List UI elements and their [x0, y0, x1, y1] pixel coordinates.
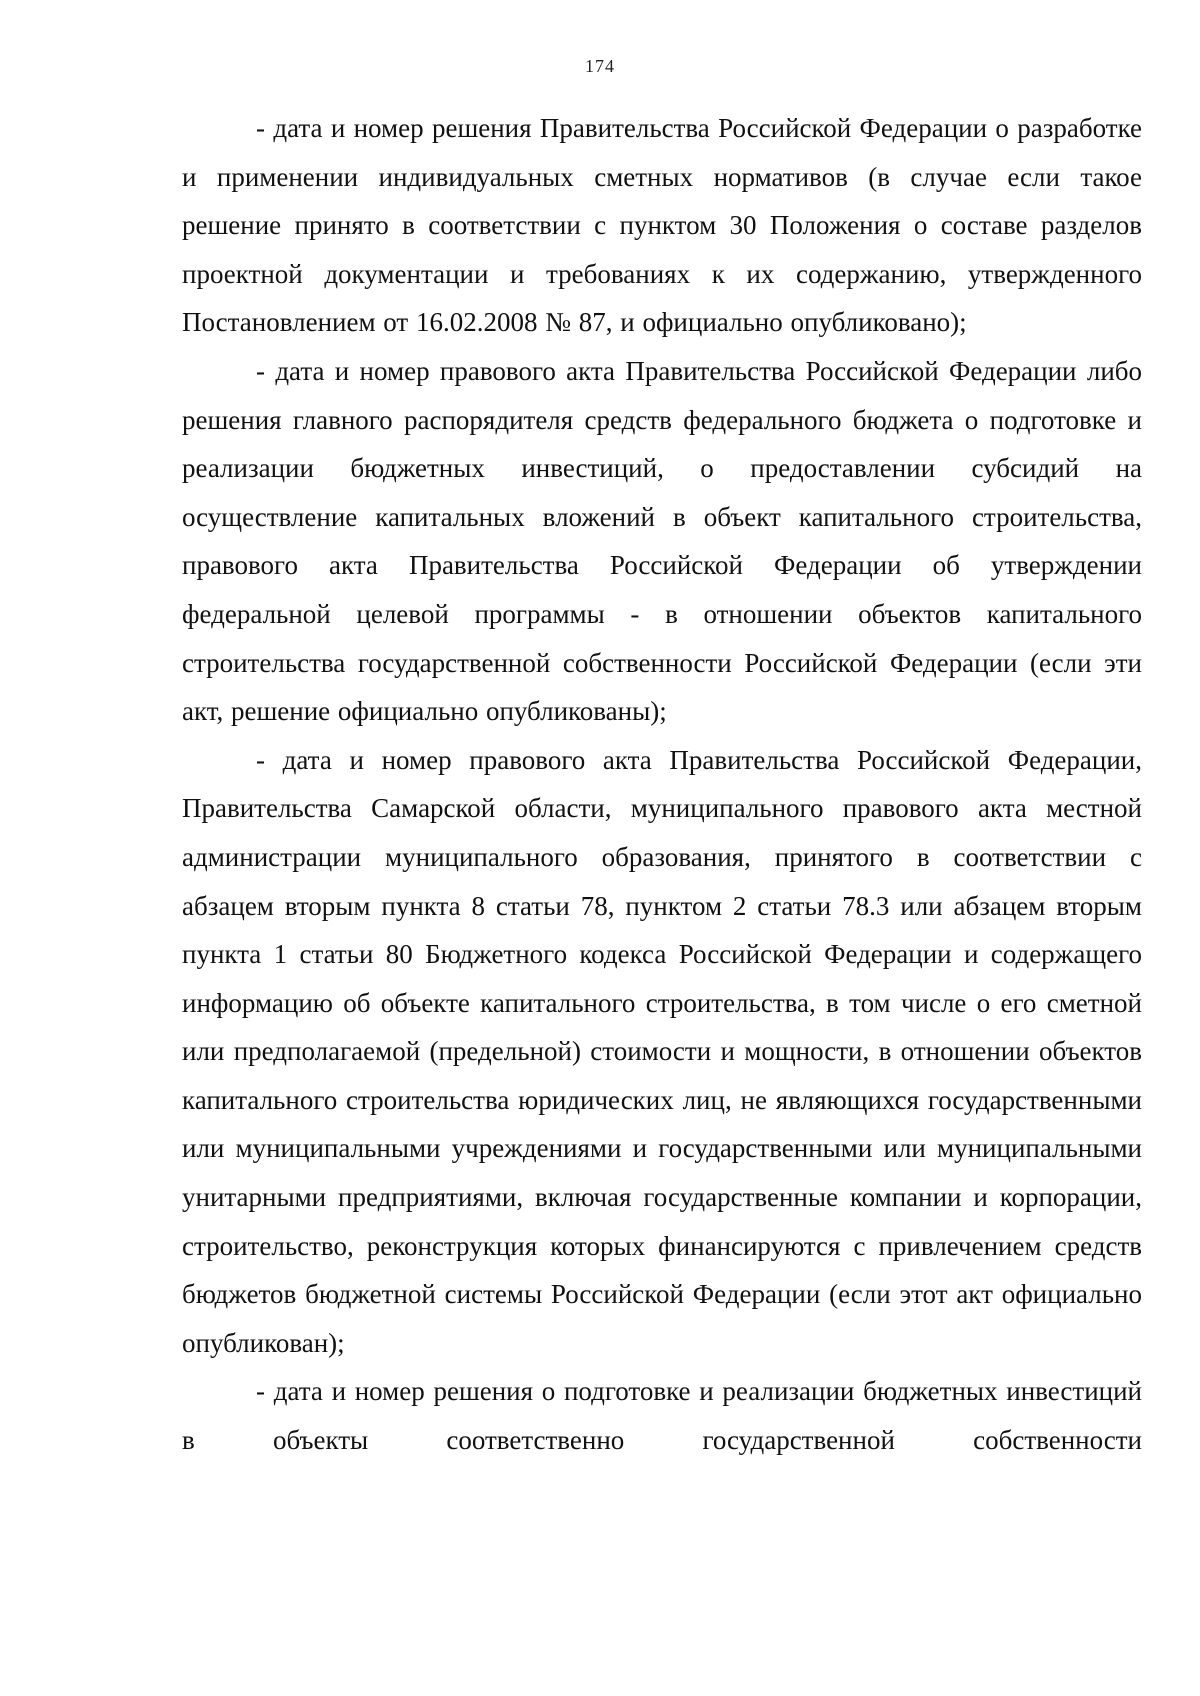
- paragraph-federal-budget-investments: - дата и номер правового акта Правительства Российской Федерации либо решения главного распорядителя средств федерального бюджета о подготовке и реализации бюджетных инвестиций, о предоставлении субсидий на осуществление капитальных вложений в объект капитального строительства, правового акта Правительства Российской Федерации об утверждении федеральной целевой программы - в отношении объектов капитального строительства государственной собственности Российской Федерации (если эти акт, решение официально опубликованы);: [182, 355, 1142, 727]
- paragraph-individual-estimate-norms: - дата и номер решения Правительства Российской Федерации о разработке и применении индивидуальных сметных нормативов (в случае если такое решение принято в соответствии с пунктом 30 Положения о составе разделов проектной документации и требованиях к их содержанию, утвержденного Постановлением от 16.02.2008 № 87, и официально опубликовано);: [182, 113, 1142, 338]
- paragraph-samara-region-acts: - дата и номер правового акта Правительства Российской Федерации, Правительства Самарской области, муниципального правового акта местной администрации муниципального образования, принятого в соответствии с абзацем вторым пункта 8 статьи 78, пунктом 2 статьи 78.3 или абзацем вторым пункта 1 статьи 80 Бюджетного кодекса Российской Федерации и содержащего информацию об объекте капитального строительства, в том числе о его сметной или предполагаемой (предельной) стоимости и мощности, в отношении объектов капитального строительства юридических лиц, не являющихся государственными или муниципальными учреждениями и государственными или муниципальными унитарными предприятиями, включая государственные компании и корпорации, строительство, реконструкция которых финансируются с привлечением средств бюджетов бюджетной системы Российской Федерации (если этот акт официально опубликован);: [182, 744, 1142, 1358]
- page-body: [182, 104, 1142, 1465]
- page-number: 174: [585, 56, 615, 76]
- paragraph-budget-investment-decision: - дата и номер решения о подготовке и реализации бюджетных инвестиций в объекты соответственно государственной собственности: [182, 1376, 1142, 1456]
